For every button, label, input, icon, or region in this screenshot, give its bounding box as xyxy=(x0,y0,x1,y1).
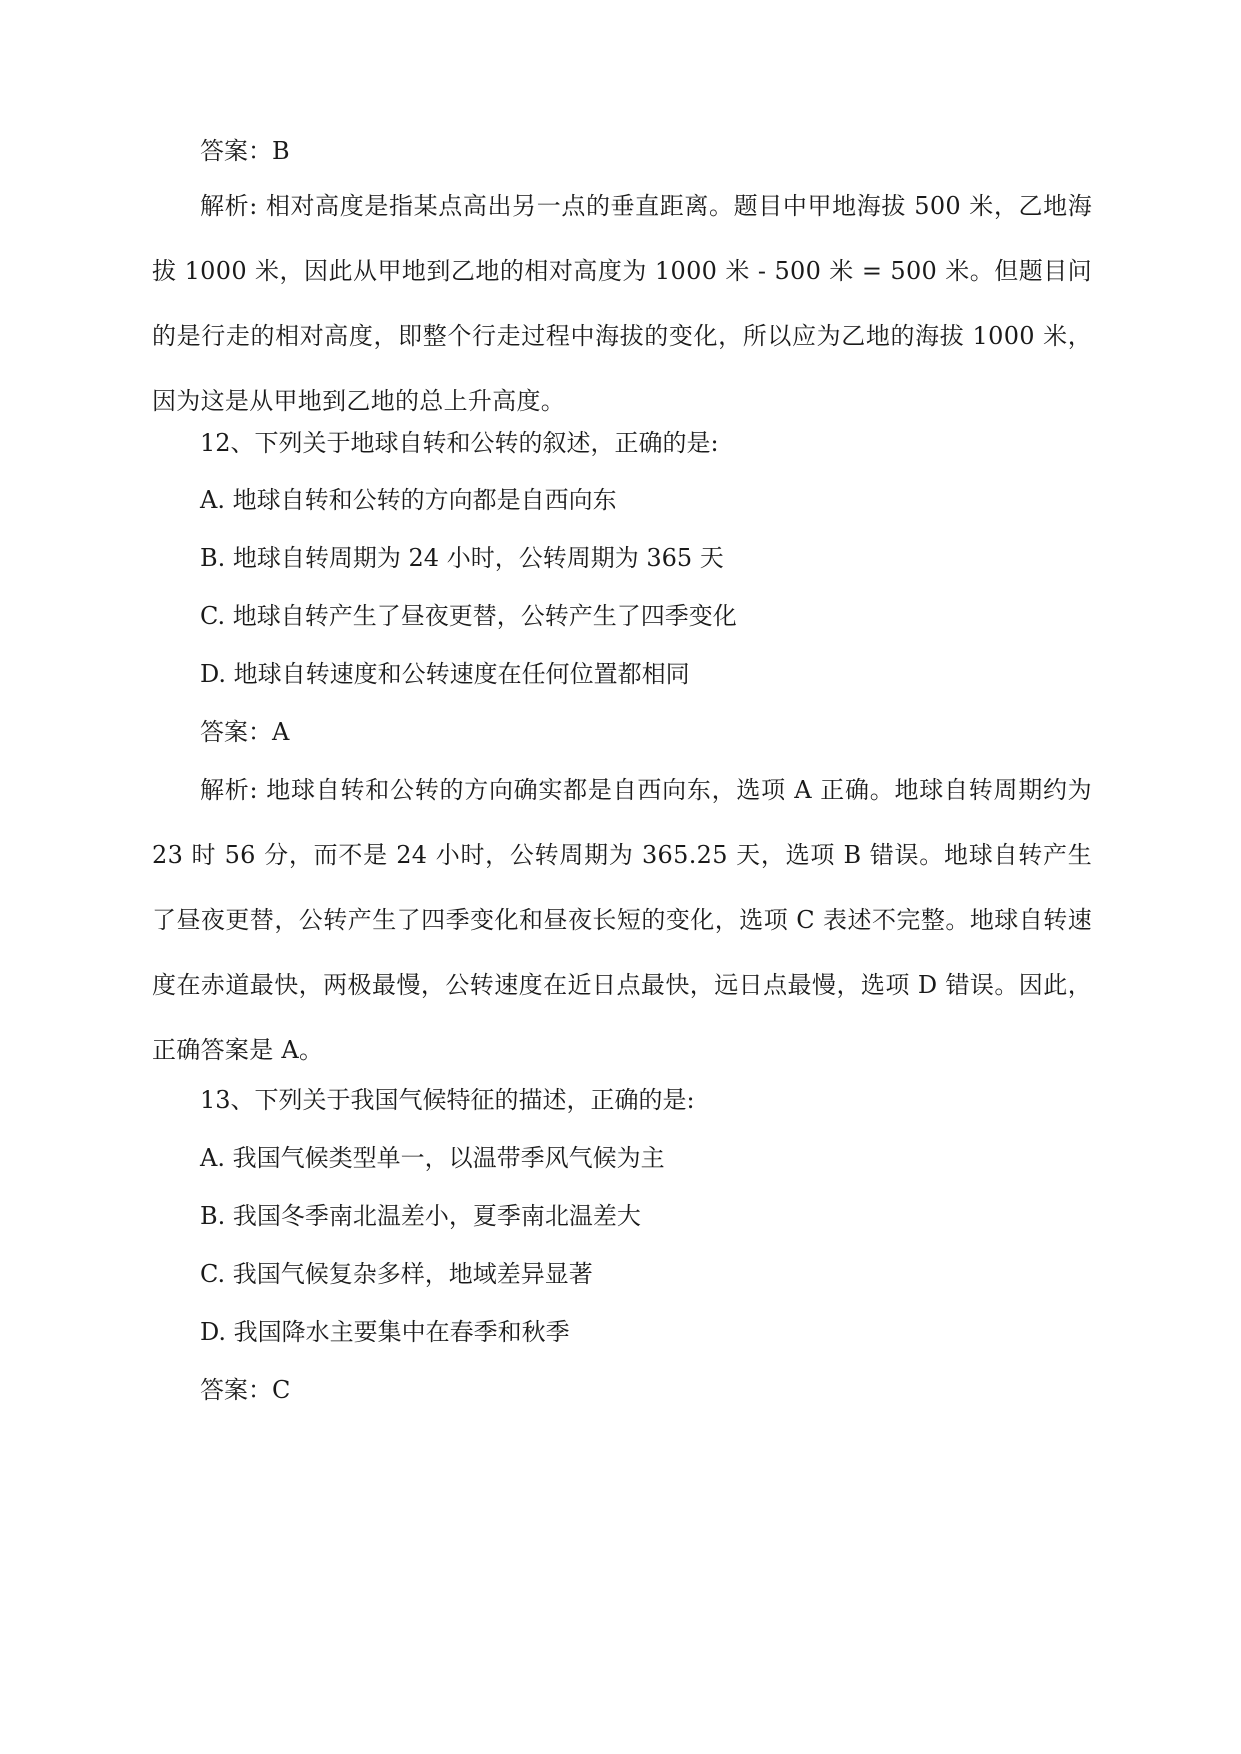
q12-answer: 答案：A xyxy=(200,718,290,746)
q13-option-b: B. 我国冬季南北温差小，夏季南北温差大 xyxy=(200,1202,641,1230)
q11-analysis: 解析: 相对高度是指某点高出另一点的垂直距离。题目中甲地海拔 500 米，乙地海拔 1000 米，因此从甲地到乙地的相对高度为 1000 米 - 500 米 = 500 米。但题目问的是行走的相对高度，即整个行走过程中海拔的变化，所以应为乙地的海拔 1000 米，因为这是从甲地到乙地的总上升高度。 xyxy=(152,192,1092,415)
q12-option-b: B. 地球自转周期为 24 小时，公转周期为 365 天 xyxy=(200,544,724,572)
q13-question: 13、下列关于我国气候特征的描述，正确的是: xyxy=(200,1086,695,1114)
q13-option-a: A. 我国气候类型单一，以温带季风气候为主 xyxy=(200,1144,665,1172)
q12-option-d: D. 地球自转速度和公转速度在任何位置都相同 xyxy=(200,660,690,688)
q12-question: 12、下列关于地球自转和公转的叙述，正确的是: xyxy=(200,429,719,457)
q13-answer: 答案：C xyxy=(200,1376,291,1404)
q13-option-c: C. 我国气候复杂多样，地域差异显著 xyxy=(200,1260,593,1288)
q12-analysis: 解析: 地球自转和公转的方向确实都是自西向东，选项 A 正确。地球自转周期约为 23 时 56 分，而不是 24 小时，公转周期为 365.25 天，选项 B 错误。地球自转产生了昼夜更替，公转产生了四季变化和昼夜长短的变化，选项 C 表述不完整。地球自转速度在赤道最快，两极最慢，公转速度在近日点最快，远日点最慢，选项 D 错误。因此，正确答案是 A。 xyxy=(152,776,1092,1064)
q12-option-c: C. 地球自转产生了昼夜更替，公转产生了四季变化 xyxy=(200,602,737,630)
q12-option-a: A. 地球自转和公转的方向都是自西向东 xyxy=(200,486,617,514)
q11-answer: 答案：B xyxy=(200,137,290,165)
q13-option-d: D. 我国降水主要集中在春季和秋季 xyxy=(200,1318,570,1346)
